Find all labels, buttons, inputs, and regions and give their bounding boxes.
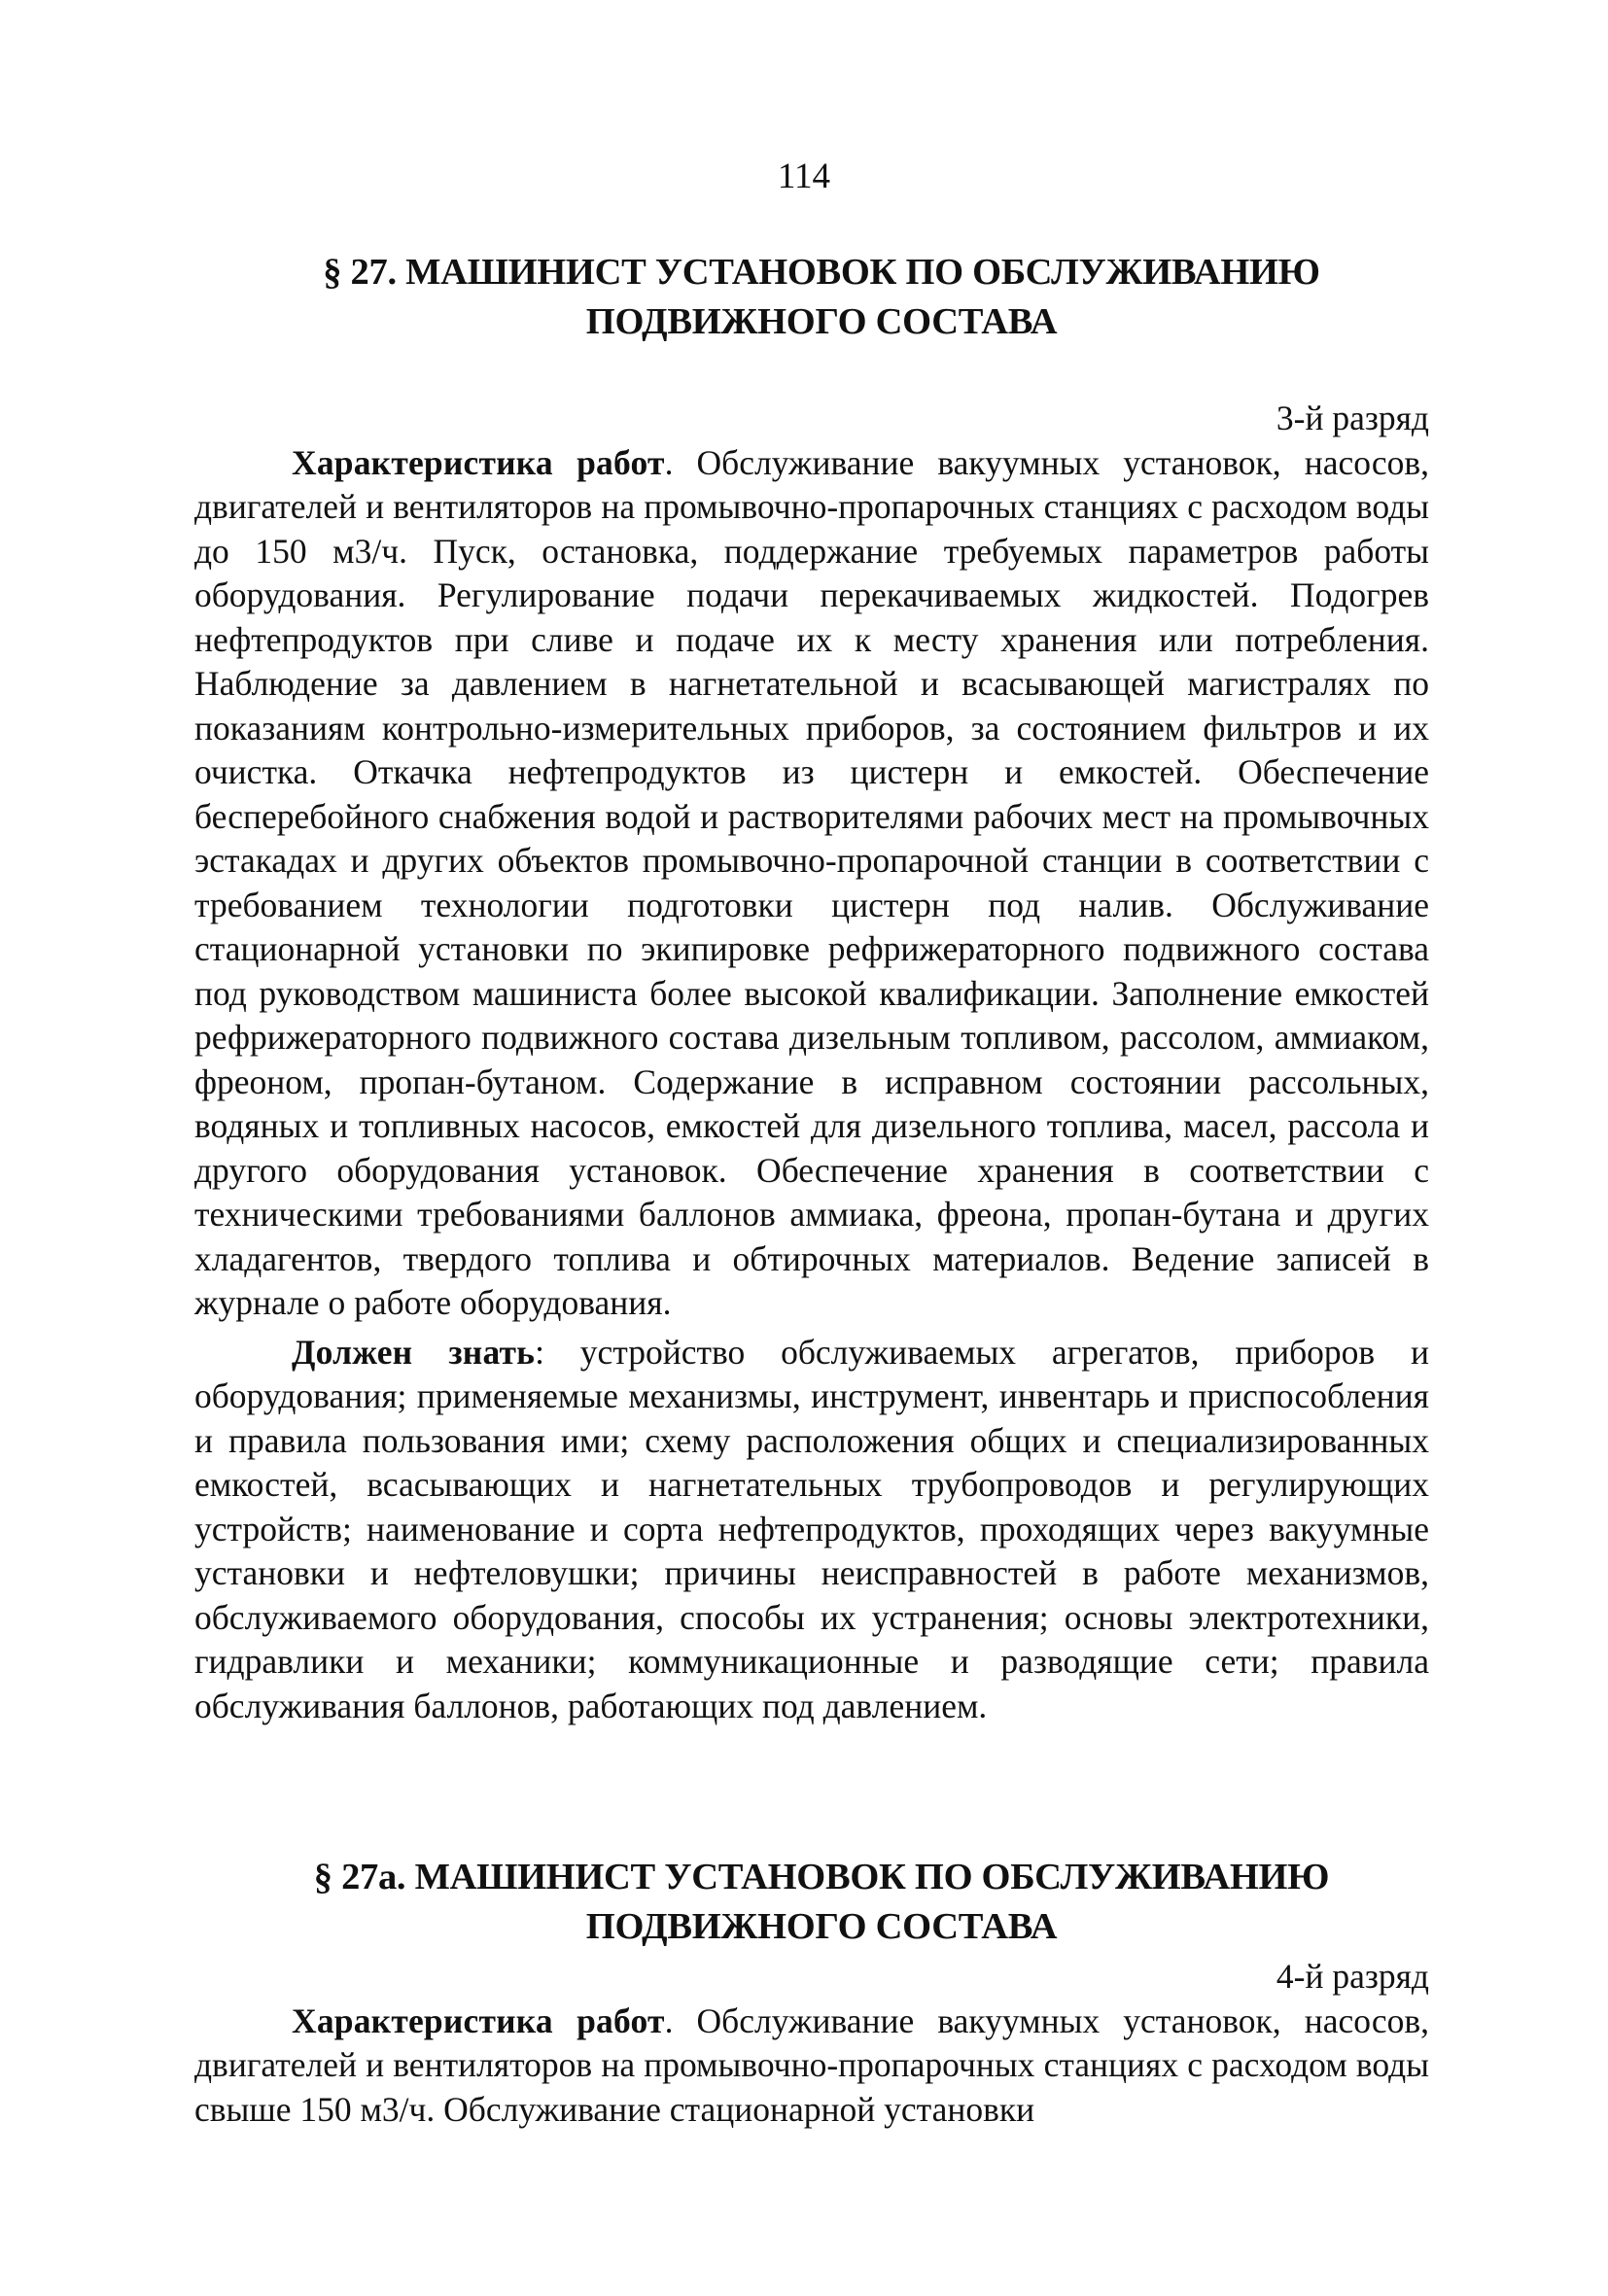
work-characteristics-paragraph <box>194 2000 1429 2133</box>
section-title-line-2: ПОДВИЖНОГО СОСТАВА <box>585 1906 1058 1947</box>
must-know-paragraph <box>194 1331 1429 1729</box>
page-number: 114 <box>777 157 831 196</box>
grade-label: 4-й разряд <box>1276 1957 1429 1996</box>
section-27 <box>194 248 1429 1728</box>
section-title <box>194 248 1429 347</box>
section-27a <box>194 1853 1429 2132</box>
section-title-line-1: § 27а. МАШИНИСТ УСТАНОВОК ПО ОБСЛУЖИВАНИЮ <box>313 1857 1330 1897</box>
must-know-lead: Должен знать <box>292 1332 536 1372</box>
grade-label: 3-й разряд <box>1276 399 1429 437</box>
section-title-line-2: ПОДВИЖНОГО СОСТАВА <box>585 301 1058 342</box>
work-characteristics-paragraph <box>194 441 1429 1326</box>
section-title-line-1: § 27. МАШИНИСТ УСТАНОВОК ПО ОБСЛУЖИВАНИЮ <box>323 252 1320 293</box>
work-characteristics-lead: Характеристика работ <box>292 2000 665 2040</box>
work-characteristics-text: . Обслуживание вакуумных установок, насосов, двигателей и вентиляторов на промывочно-пропарочных станциях с расходом воды до 150 м3/ч. Пуск, остановка, поддержание требуемых параметров работы оборудования. Регулирование подачи перекачиваемых жидкостей. Подогрев нефтепродуктов при сливе и подаче их к месту хранения или потребления. Наблюдение за давлением в нагнетательной и всасывающей магистралях по показаниям контрольно-измерительных приборов, за состоянием фильтров и их очистка. Откачка нефтепродуктов из цистерн и емкостей. Обеспечение бесперебойного снабжения водой и растворителями рабочих мест на промывочных эстакадах и других объектов промывочно-пропарочной станции в соответствии с требованием технологии подготовки цистерн под налив. Обслуживание стационарной установки по экипировке рефрижераторного подвижного состава под руководством машиниста более высокой квалификации. Заполнение емкостей рефрижераторного подвижного состава дизельным топливом, рассолом, аммиаком, фреоном, пропан-бутаном. Содержание в исправном состоянии рассольных, водяных и топливных насосов, емкостей для дизельного топлива, масел, рассола и другого оборудования установок. Обеспечение хранения в соответствии с техническими требованиями баллонов аммиака, фреона, пропан-бутана и других хладагентов, твердого топлива и обтирочных материалов. Ведение записей в журнале о работе оборудования. <box>194 442 1429 1322</box>
must-know-text: : устройство обслуживаемых агрегатов, приборов и оборудования; применяемые механизмы, инструмент, инвентарь и приспособления и правила пользования ими; схему расположения общих и специализированных емкостей, всасывающих и нагнетательных трубопроводов и регулирующих устройств; наименование и сорта нефтепродуктов, проходящих через вакуумные установки и нефтеловушки; причины неисправностей в работе механизмов, обслуживаемого оборудования, способы их устранения; основы электротехники, гидравлики и механики; коммуникационные и разводящие сети; правила обслуживания баллонов, работающих под давлением. <box>194 1332 1429 1725</box>
work-characteristics-lead: Характеристика работ <box>292 442 665 482</box>
work-characteristics-text: . Обслуживание вакуумных установок, насосов, двигателей и вентиляторов на промывочно-пропарочных станциях с расходом воды свыше 150 м3/ч. Обслуживание стационарной установки <box>194 2000 1429 2129</box>
section-title <box>194 1853 1429 1952</box>
